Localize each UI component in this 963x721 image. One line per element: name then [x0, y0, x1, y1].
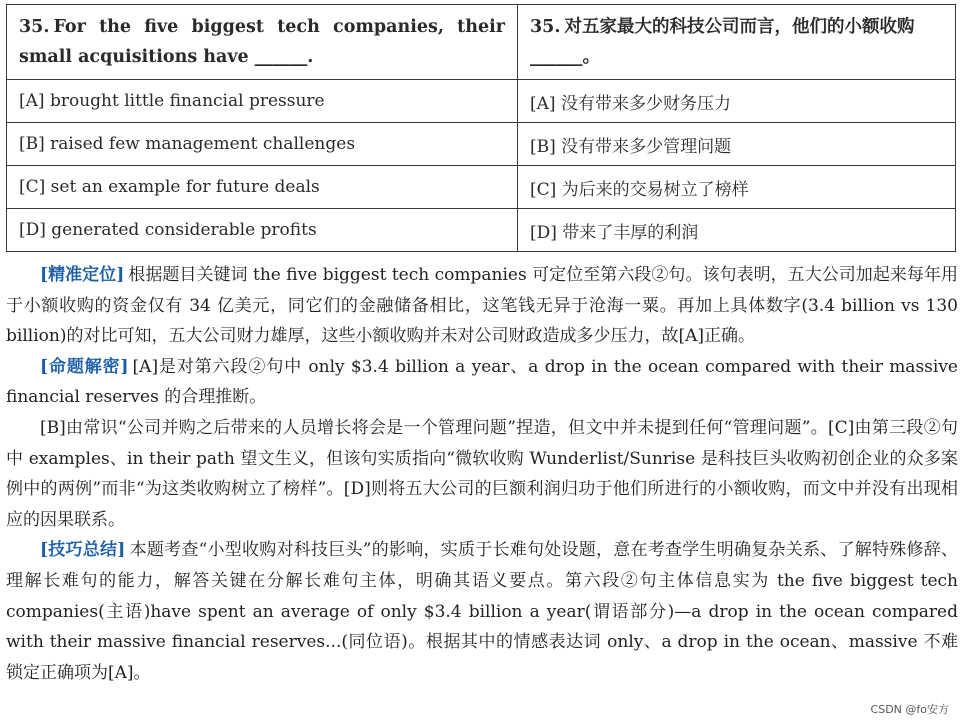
section-text: [B]由常识“公司并购之后带来的人员增长将会是一个管理问题”捏造，但文中并未提到任何“管理问题”。[C]由第三段②句中 examples、in their path 望文生义，但该句实质指向“微软收购 Wunderlist/Sunrise 是科技巨头收购初创企业的众多案例中的两例”而非“为这类收购树立了榜样”。[D]则将五大公司的巨额利润归功于他们所进行的小额收购，而文中并没有出现相应的因果联系。 [6, 417, 958, 530]
option-d-en: [D] generated considerable profits [7, 209, 518, 252]
section-tag: [命题解密] [40, 356, 129, 377]
section-tag: [技巧总结] [40, 540, 126, 561]
section-question-decoding [6, 352, 958, 413]
question-stem-row [7, 5, 956, 80]
option-a-en: [A] brought little financial pressure [7, 80, 518, 123]
option-row-c [7, 166, 956, 209]
section-tag: [精准定位] [40, 265, 125, 285]
option-b-zh: [B] 没有带来多少管理问题 [518, 123, 956, 166]
section-text: 根据题目关键词 the five biggest tech companies 可定位至第六段②句。该句表明，五大公司加起来每年用于小额收购的资金仅有 34 亿美元，同它们的金融储备相比，这笔钱无异于沧海一粟。再加上具体数字(3.4 billion vs 130 billion)的对比可知，五大公司财力雄厚，这些小额收购并未对公司财政造成多少压力，故[A]正确。 [6, 265, 958, 347]
section-precise-location [6, 260, 958, 352]
question-table [6, 4, 956, 252]
option-b-en: [B] raised few management challenges [7, 123, 518, 166]
explanation-block [6, 260, 958, 688]
section-text: 本题考查“小型收购对科技巨头”的影响，实质于长难句处设题，意在考查学生明确复杂关系、了解特殊修辞、理解长难句的能力，解答关键在分解长难句主体，明确其语义要点。第六段②句主体信息实为 the five biggest tech companies(主语)have spent an average of only $3.4 billion a year(谓语部分)—a drop in the ocean compared with their massive financial reserves...(同位语)。根据其中的情感表达词 only、a drop in the ocean、massive 不难锁定正确项为[A]。 [6, 540, 958, 683]
watermark: CSDN @fo安方 [870, 703, 949, 716]
question-number: 35. [19, 17, 50, 37]
question-number-zh: 35. [530, 17, 561, 37]
section-technique-summary [6, 535, 958, 688]
option-c-en: [C] set an example for future deals [7, 166, 518, 209]
question-stem-zh-cell [518, 5, 956, 80]
option-c-zh: [C] 为后来的交易树立了榜样 [518, 166, 956, 209]
option-row-b [7, 123, 956, 166]
section-text: [A]是对第六段②句中 only $3.4 billion a year、a drop in the ocean compared with their massive financial reserves 的合理推断。 [6, 356, 958, 408]
question-stem-zh: 对五家最大的科技公司而言，他们的小额收购______。 [530, 17, 915, 67]
option-a-zh: [A] 没有带来多少财务压力 [518, 80, 956, 123]
section-distractor-analysis [6, 413, 958, 535]
option-row-d [7, 209, 956, 252]
option-row-a [7, 80, 956, 123]
option-d-zh: [D] 带来了丰厚的利润 [518, 209, 956, 252]
question-stem-en-cell [7, 5, 518, 80]
question-stem-en: For the five biggest tech companies, their small acquisitions have ______. [19, 17, 505, 67]
